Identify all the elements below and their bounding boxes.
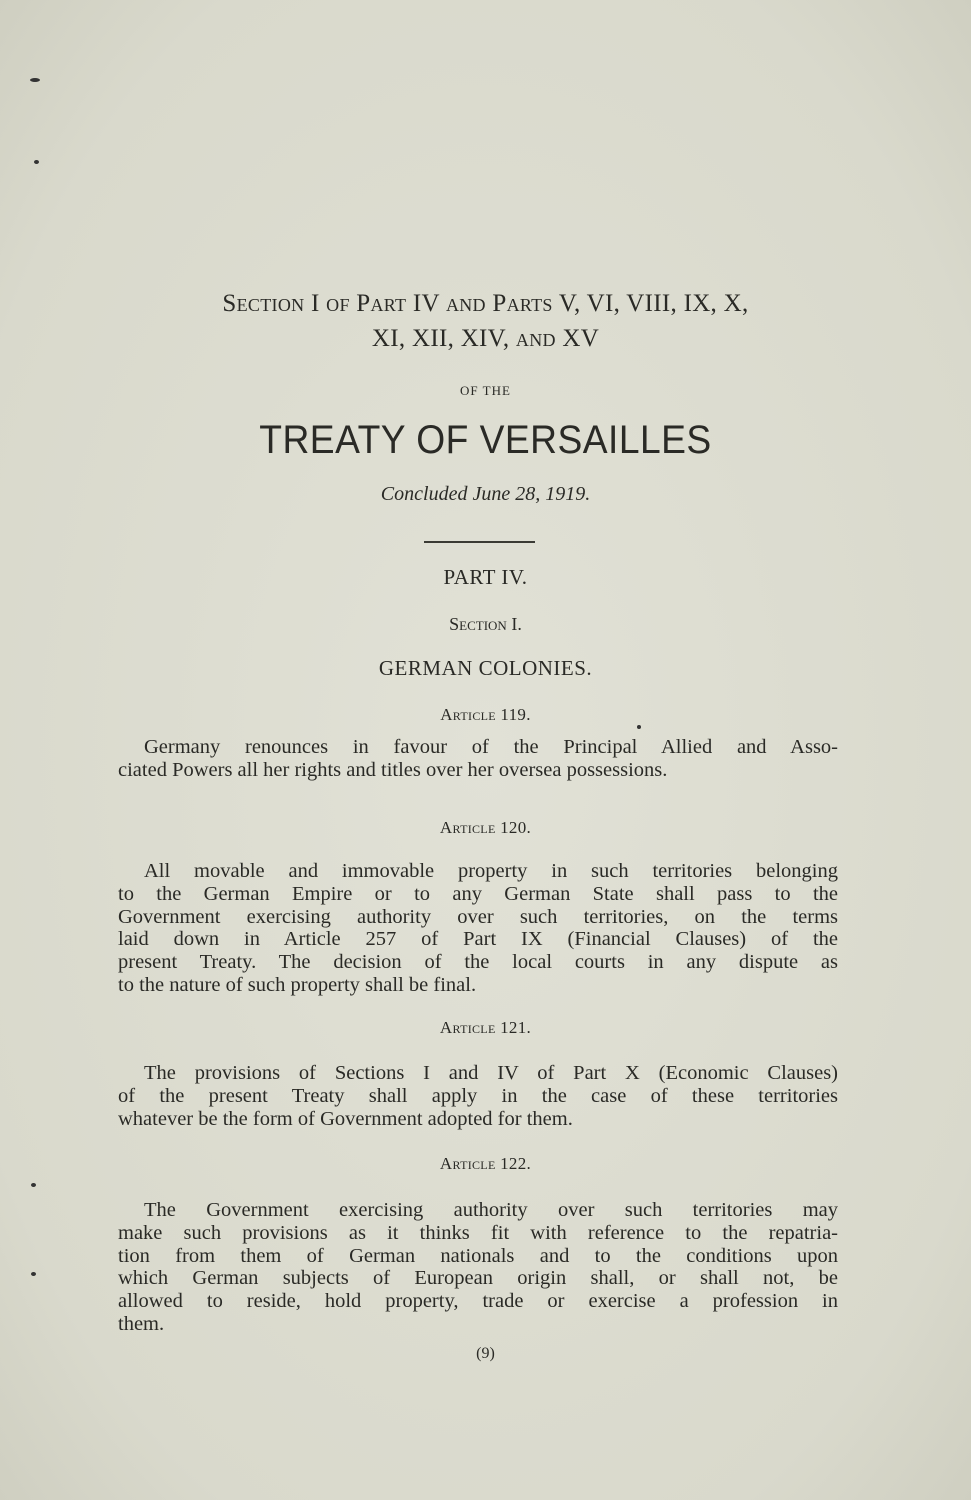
page-number: (9) [476,1345,495,1362]
article-121-text [118,1062,838,1130]
text-line: whatever be the form of Government adopted for them. [118,1107,573,1130]
text-line: which German subjects of European origin shall, or shall not, be [118,1267,838,1290]
article-119-heading: Article 119. [440,705,531,724]
text-line: to the German Empire or to any German State shall pass to the [118,882,838,905]
section-title: GERMAN COLONIES. [378,656,593,680]
text-line: tion from them of German nationals and to the conditions upon [118,1244,838,1267]
heading-line-1: Section I of Part IV and Parts V, VI, VIII, IX, X, [222,290,749,317]
heading-of-the: OF THE [460,383,511,398]
text-line: The provisions of Sections I and IV of Part X (Economic Clauses) [144,1062,838,1084]
part-heading: PART IV. [443,565,528,589]
text-line: ciated Powers all her rights and titles over her oversea possessions. [118,758,668,781]
heading-line-2: XI, XII, XIV, and XV [371,325,600,352]
paper-speck [31,1272,36,1276]
text-line: present Treaty. The decision of the local courts in any dispute as [118,951,838,974]
divider-rule [424,541,535,543]
article-122-text [118,1199,838,1336]
text-line: make such provisions as it thinks fit with reference to the repatria- [118,1221,838,1244]
paper-speck [34,160,39,164]
article-121-heading: Article 121. [439,1018,532,1037]
text-line: of the present Treaty shall apply in the case of these territories [118,1084,838,1107]
text-line: Government exercising authority over such territories, on the terms [118,905,838,928]
article-120-heading: Article 120. [439,818,532,837]
text-line: Germany renounces in favour of the Principal Allied and Asso- [144,736,838,758]
text-line: allowed to reside, hold property, trade or exercise a profession in [118,1290,838,1313]
article-120-text [118,860,838,997]
text-line: All movable and immovable property in such territories belonging [144,860,838,882]
text-line: laid down in Article 257 of Part IX (Financial Clauses) of the [118,928,838,951]
paper-speck [30,78,40,82]
document-title: TREATY OF VERSAILLES [259,418,712,462]
concluded-date: Concluded June 28, 1919. [380,483,591,505]
paper-speck [637,725,641,729]
paper-speck [31,1183,36,1187]
article-122-heading: Article 122. [439,1154,532,1173]
section-heading: Section I. [449,614,522,634]
text-line: them. [118,1312,165,1335]
article-119-text [118,736,838,782]
text-line: to the nature of such property shall be final. [118,973,477,996]
text-line: The Government exercising authority over such territories may [144,1199,838,1221]
